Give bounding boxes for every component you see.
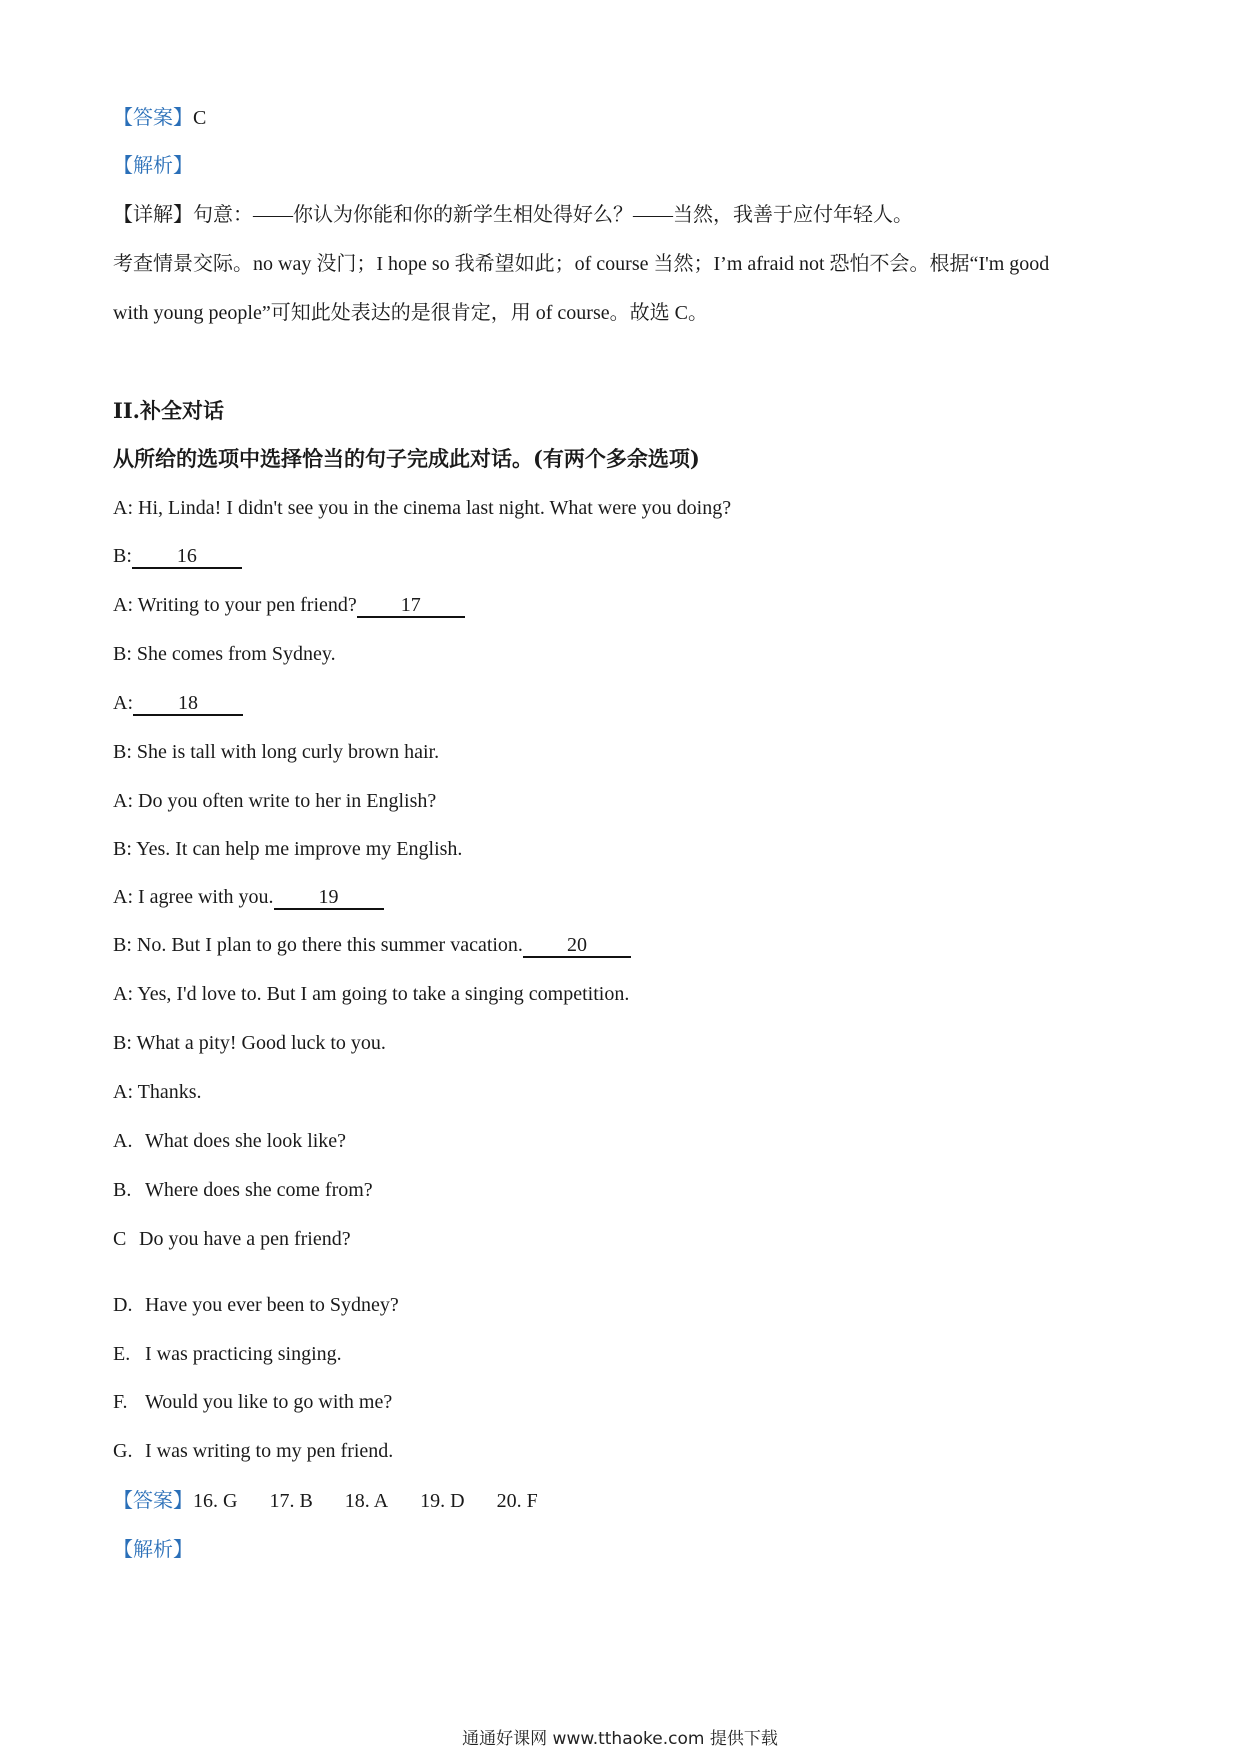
speaker-b: B: [113,545,132,567]
option-letter: F. [113,1391,128,1413]
blank-16: 16 [132,545,242,569]
answer-label: 【答案】 [113,107,193,129]
option-text: Where does she come from? [145,1179,373,1201]
analysis-label-2: 【解析】 [113,1539,193,1561]
dialogue-text: A: I agree with you. [113,886,274,908]
answer-item: 18. A [344,1490,389,1512]
dialogue-line-13: A: Thanks. [113,1081,202,1103]
blank-18: 18 [133,692,243,716]
dialogue-line-12: B: What a pity! Good luck to you. [113,1032,386,1054]
answer-label: 【答案】 [113,1490,193,1512]
answer-item: 17. B [269,1490,313,1512]
option-text: I was writing to my pen friend. [145,1440,394,1462]
option-text: Do you have a pen friend? [139,1228,351,1250]
answer-item: 20. F [496,1490,538,1512]
dialogue-line-4: B: She comes from Sydney. [113,643,336,665]
answer-line-1 [113,105,206,131]
option-e [113,1341,342,1367]
option-text: Would you like to go with me? [145,1391,393,1413]
option-f [113,1389,392,1415]
option-d [113,1292,399,1318]
dialogue-line-9 [113,884,384,910]
section-title: II.补全对话 [113,398,224,423]
dialogue-line-6: B: She is tall with long curly brown hair. [113,741,440,763]
dialogue-line-8: B: Yes. It can help me improve my English. [113,838,463,860]
answer-line-2 [113,1488,538,1514]
option-g [113,1438,393,1464]
detail-line-3: with young people”可知此处表达的是很肯定，用 of course。故选 C。 [113,302,708,324]
dialogue-text: A: Writing to your pen friend? [113,594,357,616]
detail-line-2: 考查情景交际。no way 没门；I hope so 我希望如此；of course 当然；I’m afraid not 恐怕不会。根据“I'm good [113,253,1050,275]
footer: 通通好课网 www.tthaoke.com 提供下载 [462,1729,778,1749]
option-letter: B. [113,1179,132,1201]
option-letter: E. [113,1343,131,1365]
option-text: I was practicing singing. [145,1343,342,1365]
analysis-label: 【解析】 [113,155,193,177]
answer-value: C [193,107,207,129]
dialogue-line-5 [113,690,243,716]
option-letter: G. [113,1440,133,1462]
answer-item: 19. D [420,1490,465,1512]
detail-label: 【详解】 [113,204,193,226]
section-instruction: 从所给的选项中选择恰当的句子完成此对话。(有两个多余选项) [113,446,700,471]
blank-20: 20 [523,934,631,958]
answer-item: 16. G [193,1490,238,1512]
dialogue-line-1: A: Hi, Linda! I didn't see you in the cinema last night. What were you doing? [113,497,732,519]
dialogue-line-3 [113,592,465,618]
option-letter: A. [113,1130,133,1152]
option-text: What does she look like? [145,1130,347,1152]
dialogue-line-11: A: Yes, I'd love to. But I am going to take a singing competition. [113,983,630,1005]
detail-text-1: 句意：——你认为你能和你的新学生相处得好么？——当然，我善于应付年轻人。 [193,204,913,226]
option-letter: C [113,1228,127,1250]
blank-19: 19 [274,886,384,910]
option-a [113,1128,346,1154]
speaker-a: A: [113,692,133,714]
option-letter: D. [113,1294,133,1316]
dialogue-line-7: A: Do you often write to her in English? [113,790,437,812]
dialogue-text: B: No. But I plan to go there this summer vacation. [113,934,523,956]
detail-line-1 [113,202,913,228]
option-c [113,1226,351,1252]
dialogue-line-10 [113,932,631,958]
dialogue-line-2 [113,543,242,569]
option-b [113,1177,373,1203]
option-text: Have you ever been to Sydney? [145,1294,399,1316]
blank-17: 17 [357,594,465,618]
